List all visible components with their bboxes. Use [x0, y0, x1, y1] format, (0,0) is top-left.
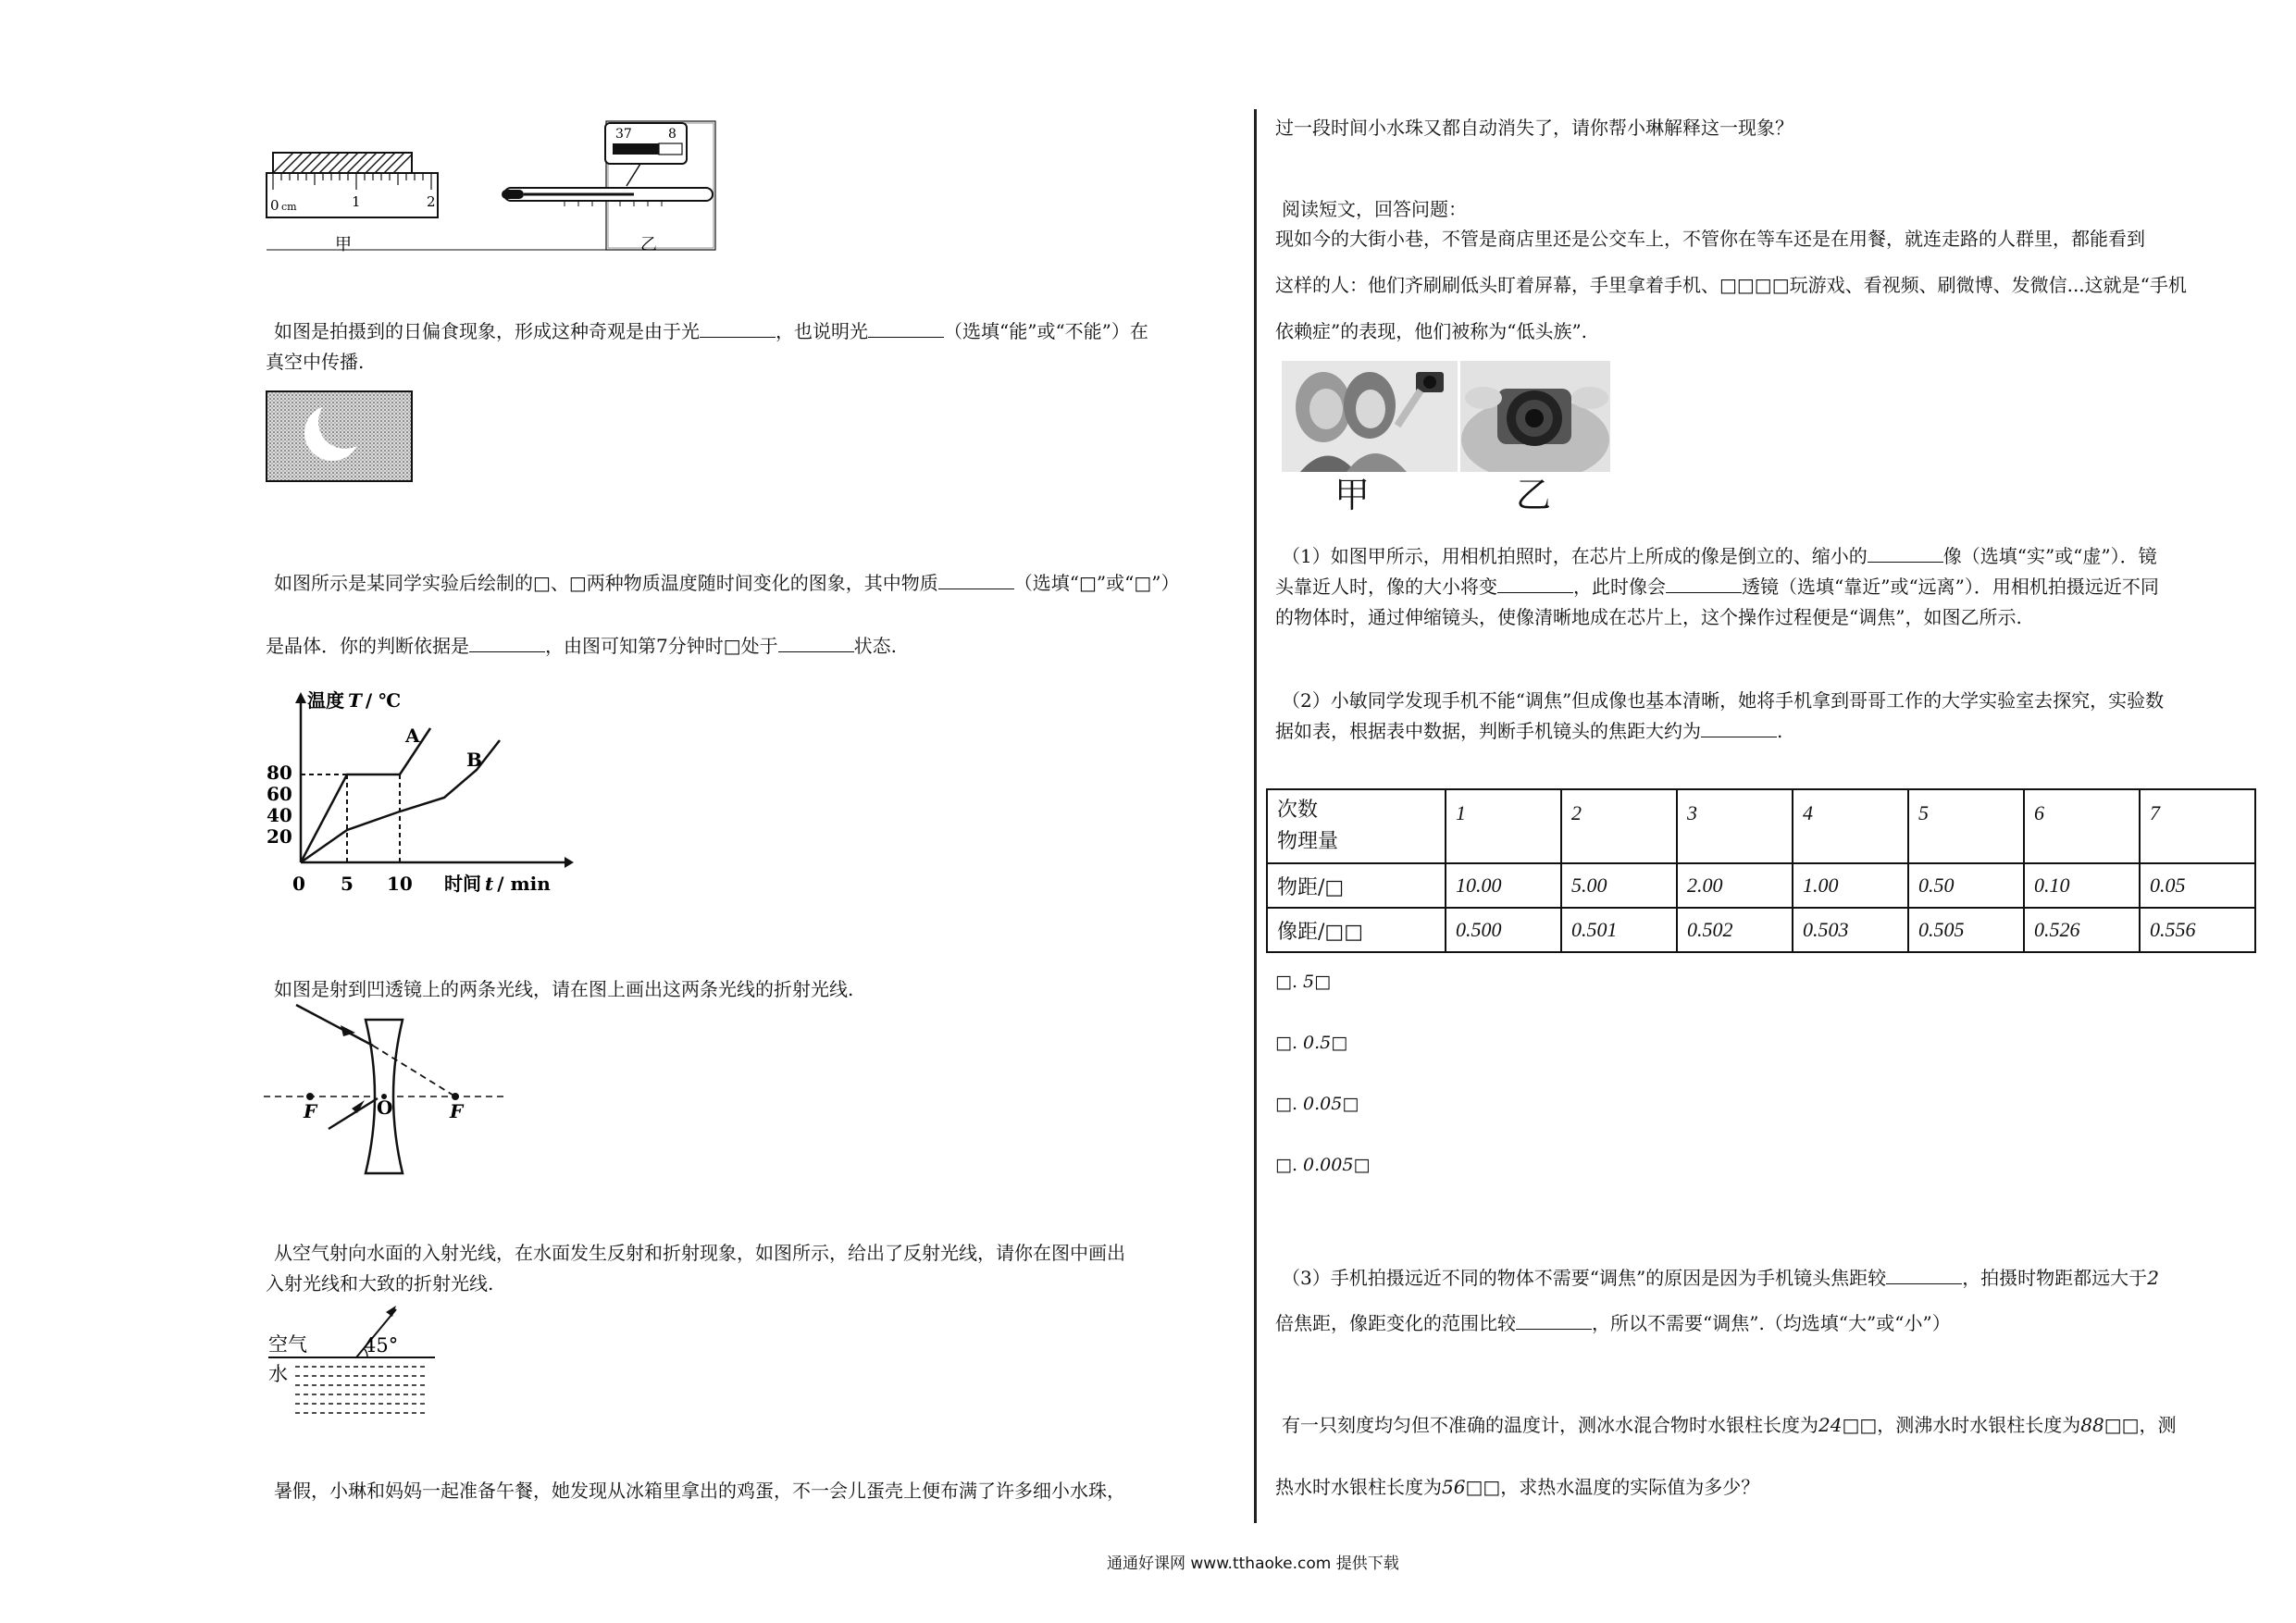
angle-label: 45° — [364, 1334, 399, 1357]
fig1-label-a: 甲 — [335, 235, 352, 254]
ruler-tick-0: 0 — [270, 197, 279, 214]
concave-lens-diagram — [259, 999, 509, 1180]
subquestion1-line2: 头靠近人时，像的大小将变 ，此时像会 透镜（选填“靠近”或“远离”）．用相机拍摄远近不同 — [1275, 576, 2159, 598]
table-row-label: 像距/□□ — [1267, 908, 1446, 952]
temperature-time-graph — [259, 685, 574, 902]
y-tick-20: 20 — [267, 825, 292, 848]
table-row-label: 物距/□ — [1267, 863, 1446, 908]
reflection-diagram — [264, 1300, 449, 1420]
y-tick-80: 80 — [267, 762, 292, 784]
table-cell: 0.10 — [2024, 863, 2140, 908]
table-cell: 0.526 — [2024, 908, 2140, 952]
subquestion1-line1: （1）如图甲所示，用相机拍照时，在芯片上所成的像是倒立的、缩小的 像（选填“实”或“虚”）．镜 — [1282, 545, 2157, 567]
reading-intro: 阅读短文，回答问题： — [1282, 198, 1467, 220]
table-header-label: 次数 物理量 — [1267, 789, 1446, 863]
reading-paragraph-line3: 依赖症”的表现，他们被称为“低头族”. — [1275, 320, 1588, 342]
answer-blank[interactable] — [1666, 577, 1742, 593]
table-cell: 10.00 — [1446, 863, 1561, 908]
thermometer-question-line2: 热水时水银柱长度为56□□，求热水温度的实际值为多少？ — [1275, 1476, 1760, 1498]
experiment-data-table — [1266, 788, 2256, 953]
table-count: 3 — [1677, 789, 1793, 863]
answer-blank[interactable] — [868, 322, 944, 338]
x-tick-5: 5 — [341, 873, 354, 895]
option-d[interactable]: □. 0.005□ — [1275, 1155, 1371, 1175]
y-tick-60: 60 — [267, 783, 292, 805]
reading-paragraph-line2: 这样的人：他们齐刷刷低头盯着屏幕，手里拿着手机、□□□□玩游戏、看视频、刷微博、发微信...这就是“手机 — [1275, 274, 2187, 296]
reading-paragraph-line1: 现如今的大街小巷，不管是商店里还是公交车上，不管你在等车还是在用餐，就连走路的人群里，都能看到 — [1275, 228, 2145, 250]
table-row — [1267, 863, 2255, 908]
answer-blank[interactable] — [1497, 577, 1573, 593]
graph-question-line2: 是晶体．你的判断依据是 ，由图可知第7分钟时□处于 状态. — [266, 635, 897, 657]
answer-blank[interactable] — [1868, 547, 1943, 563]
column-divider — [1254, 109, 1257, 1523]
table-count: 5 — [1908, 789, 2024, 863]
fig1-label-b: 乙 — [640, 235, 657, 254]
selfie-photo — [1282, 361, 1458, 472]
option-a[interactable]: □. 5□ — [1275, 972, 1332, 992]
table-count: 6 — [2024, 789, 2140, 863]
table-cell: 0.505 — [1908, 908, 2024, 952]
camera-lens-photo — [1460, 361, 1610, 472]
thermo-scale-8: 8 — [668, 127, 676, 142]
focal-point-right: F — [450, 1100, 464, 1122]
focal-point-left: F — [304, 1100, 317, 1122]
table-row — [1267, 908, 2255, 952]
option-b[interactable]: □. 0.5□ — [1275, 1033, 1348, 1053]
table-count: 1 — [1446, 789, 1561, 863]
table-cell: 0.556 — [2140, 908, 2255, 952]
eclipse-question-line2: 真空中传播. — [266, 351, 365, 373]
table-cell: 0.502 — [1677, 908, 1793, 952]
water-question-line2: 入射光线和大致的折射光线. — [266, 1272, 494, 1295]
eclipse-question-line1: 如图是拍摄到的日偏食现象，形成这种奇观是由于光 ，也说明光 （选填“能”或“不能”）在 — [274, 320, 1148, 342]
ruler-tick-1: 1 — [352, 193, 361, 210]
optical-center: O — [377, 1096, 393, 1119]
answer-blank[interactable] — [1701, 722, 1777, 737]
option-c[interactable]: □. 0.05□ — [1275, 1094, 1359, 1114]
x-tick-10: 10 — [387, 873, 413, 895]
ruler-thermometer-figure — [259, 116, 722, 259]
table-cell: 0.500 — [1446, 908, 1561, 952]
subquestion3-line2: 倍焦距，像距变化的范围比较 ，所以不需要“调焦”.（均选填“大”或“小”） — [1275, 1312, 1951, 1334]
table-cell: 0.503 — [1793, 908, 1908, 952]
table-count: 2 — [1561, 789, 1677, 863]
table-header-row — [1267, 789, 2255, 863]
photo-label-b: 乙 — [1516, 475, 1552, 515]
table-cell: 1.00 — [1793, 863, 1908, 908]
answer-blank[interactable] — [1516, 1314, 1592, 1330]
graph-question-line1: 如图所示是某同学实验后绘制的□、□两种物质温度随时间变化的图象，其中物质 （选填“□”或“□”） — [274, 572, 1180, 594]
ruler-tick-2: 2 — [427, 193, 436, 210]
egg-question-line2: 过一段时间小水珠又都自动消失了，请你帮小琳解释这一现象？ — [1275, 117, 1793, 139]
lens-question: 如图是射到凹透镜上的两条光线，请在图上画出这两条光线的折射光线. — [274, 978, 854, 1000]
table-count: 7 — [2140, 789, 2255, 863]
answer-blank[interactable] — [778, 637, 854, 652]
water-question-line1: 从空气射向水面的入射光线，在水面发生反射和折射现象，如图所示，给出了反射光线，请你在图中画出 — [274, 1242, 1125, 1264]
answer-blank[interactable] — [700, 322, 776, 338]
answer-blank[interactable] — [938, 574, 1014, 589]
water-label: 水 — [268, 1363, 288, 1385]
table-cell: 0.50 — [1908, 863, 2024, 908]
table-cell: 0.05 — [2140, 863, 2255, 908]
x-tick-0: 0 — [292, 873, 305, 895]
photo-label-a: 甲 — [1334, 475, 1371, 515]
page-footer: 通通好课网 www.tthaoke.com 提供下载 — [1107, 1555, 1399, 1573]
answer-blank[interactable] — [469, 637, 545, 652]
ruler-unit: cm — [281, 201, 297, 213]
thermometer-question-line1: 有一只刻度均匀但不准确的温度计，测冰水混合物时水银柱长度为24□□，测沸水时水银柱长度为88□□，测 — [1282, 1414, 2177, 1436]
subquestion1-line3: 的物体时，通过伸缩镜头，使像清晰地成在芯片上，这个操作过程便是“调焦”，如图乙所示. — [1275, 606, 2022, 628]
table-cell: 2.00 — [1677, 863, 1793, 908]
subquestion2-line2: 据如表，根据表中数据，判断手机镜头的焦距大约为 . — [1275, 720, 1783, 742]
eclipse-image — [266, 390, 414, 483]
subquestion3-line1: （3）手机拍摄远近不同的物体不需要“调焦”的原因是因为手机镜头焦距较 ，拍摄时物距都远大于2 — [1282, 1267, 2159, 1289]
table-count: 4 — [1793, 789, 1908, 863]
series-b-label: B — [466, 749, 482, 771]
x-axis-label: 时间 t / min — [444, 873, 551, 895]
egg-question-line1: 暑假，小琳和妈妈一起准备午餐，她发现从冰箱里拿出的鸡蛋，不一会儿蛋壳上便布满了许多细小水珠， — [274, 1480, 1125, 1502]
table-cell: 5.00 — [1561, 863, 1677, 908]
y-axis-label: 温度 T / ℃ — [307, 689, 402, 712]
series-a-label: A — [405, 725, 420, 747]
y-tick-40: 40 — [267, 804, 292, 826]
series-a-line — [301, 728, 430, 862]
answer-blank[interactable] — [1886, 1269, 1962, 1284]
air-label: 空气 — [268, 1333, 307, 1356]
subquestion2-line1: （2）小敏同学发现手机不能“调焦”但成像也基本清晰，她将手机拿到哥哥工作的大学实验室去探究，实验数 — [1282, 689, 2165, 712]
thermo-scale-37: 37 — [615, 127, 632, 142]
table-cell: 0.501 — [1561, 908, 1677, 952]
